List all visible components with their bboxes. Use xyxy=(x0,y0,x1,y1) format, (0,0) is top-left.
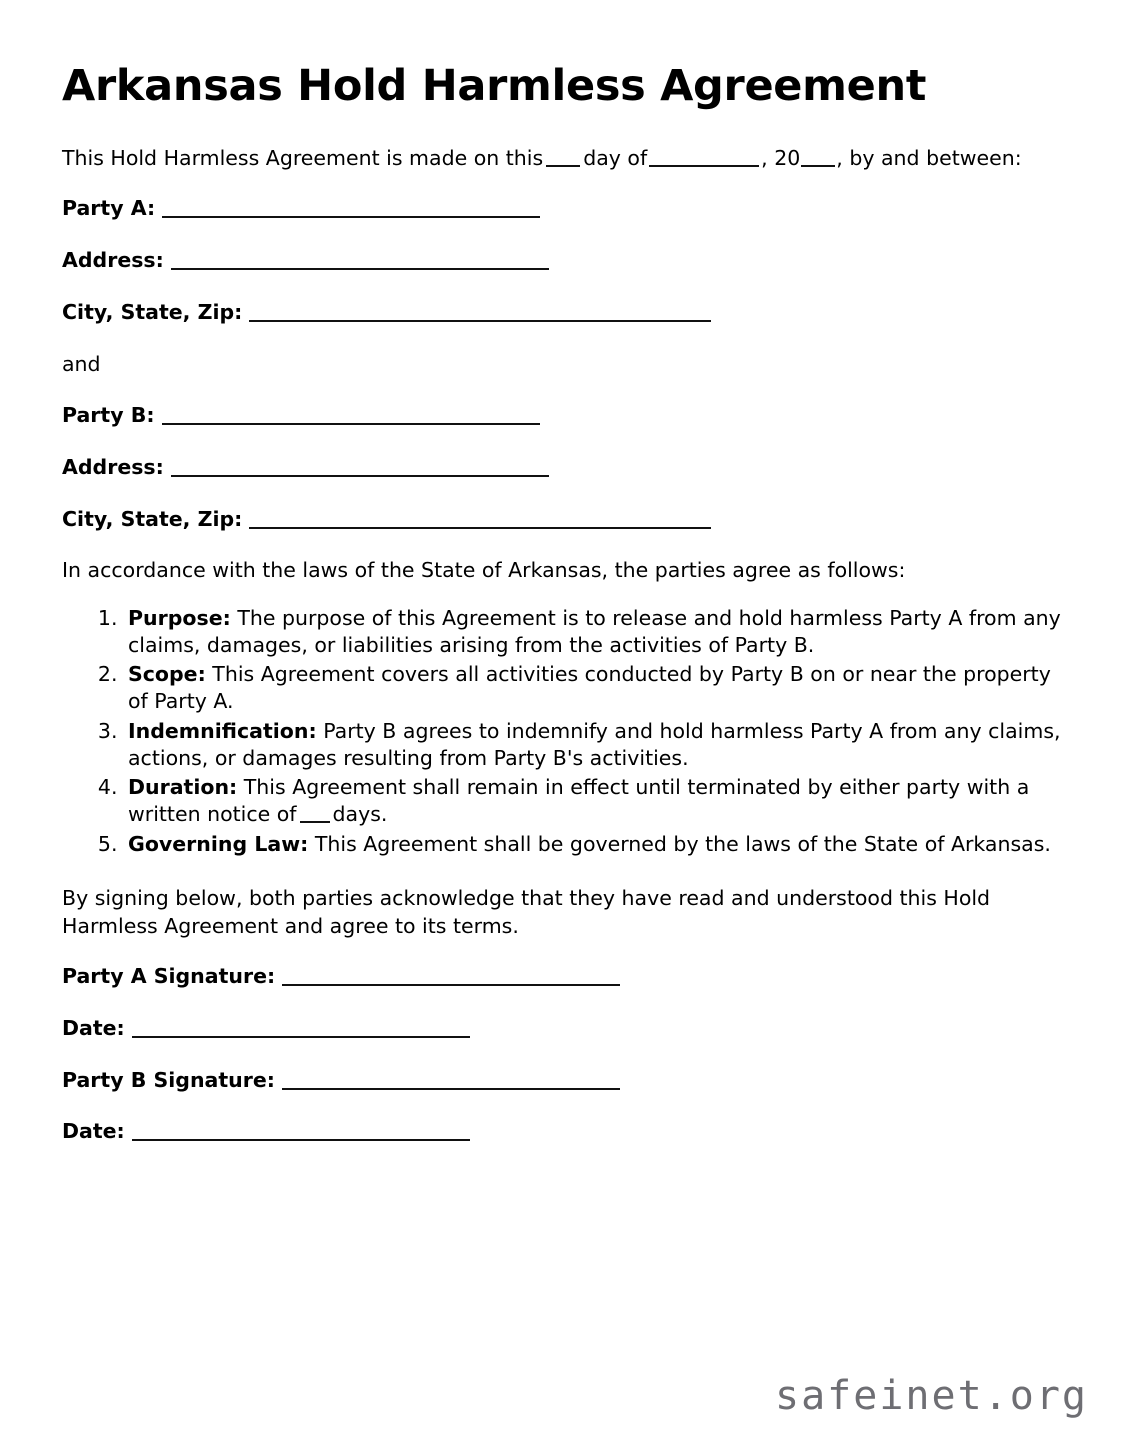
party-b-name-row xyxy=(62,401,1062,430)
party-b-signature-row xyxy=(62,1066,1062,1095)
clause-text-purpose: The purpose of this Agreement is to release and hold harmless Party A from any claims, damages, or liabilities arising from the activities of Party B. xyxy=(128,605,1061,657)
clause-text-duration-before: This Agreement shall remain in effect until terminated by either party with a written notice of xyxy=(128,775,1030,827)
party-b-address-blank xyxy=(171,460,549,477)
party-a-name-row xyxy=(62,194,1062,223)
intro-text-part1: This Hold Harmless Agreement is made on this xyxy=(62,146,544,171)
clause-heading-purpose: Purpose: xyxy=(128,605,231,630)
party-a-date-label: Date: xyxy=(62,1016,125,1041)
clause-item-purpose xyxy=(124,605,1062,660)
clause-list xyxy=(62,605,1062,858)
party-b-date-row xyxy=(62,1117,1062,1146)
party-b-signature-blank xyxy=(282,1073,620,1090)
party-b-date-blank xyxy=(132,1124,470,1141)
document-body xyxy=(62,62,1062,1169)
signature-block xyxy=(62,962,1062,1146)
party-a-city-state-zip-blank xyxy=(249,305,711,322)
party-b-city-state-zip-label: City, State, Zip: xyxy=(62,506,243,531)
clause-item-scope xyxy=(124,661,1062,716)
intro-text-part3: , 20 xyxy=(761,146,801,171)
party-b-name-blank xyxy=(162,408,540,425)
clause-heading-duration: Duration: xyxy=(128,775,238,800)
party-a-signature-blank xyxy=(282,969,620,986)
party-b-address-row xyxy=(62,453,1062,482)
page-title: Arkansas Hold Harmless Agreement xyxy=(62,61,927,111)
clause-text-scope: This Agreement covers all activities conducted by Party B on or near the property of Party A. xyxy=(128,662,1051,714)
accordance-paragraph: In accordance with the laws of the State of Arkansas, the parties agree as follows: xyxy=(62,558,906,583)
notice-days-blank xyxy=(300,808,330,823)
party-b-date-label: Date: xyxy=(62,1119,125,1144)
clause-text-governing-law: This Agreement shall be governed by the laws of the State of Arkansas. xyxy=(308,831,1051,856)
party-b-address-label: Address: xyxy=(62,454,164,479)
clause-heading-scope: Scope: xyxy=(128,662,206,687)
clause-heading-indemnification: Indemnification: xyxy=(128,718,317,743)
party-a-name-label: Party A: xyxy=(62,196,156,221)
year-blank xyxy=(801,152,835,167)
party-a-signature-label: Party A Signature: xyxy=(62,964,276,989)
clause-item-indemnification xyxy=(124,718,1062,773)
party-a-date-blank xyxy=(132,1021,470,1038)
day-blank xyxy=(546,152,580,167)
party-a-signature-row xyxy=(62,962,1062,991)
month-blank xyxy=(649,152,759,167)
party-a-city-state-zip-label: City, State, Zip: xyxy=(62,299,243,324)
party-b-city-state-zip-row xyxy=(62,505,1062,534)
clause-text-indemnification: Party B agrees to indemnify and hold harmless Party A from any claims, actions, or damages resulting from Party B's activities. xyxy=(128,718,1061,770)
acknowledgement-paragraph: By signing below, both parties acknowledge that they have read and understood this Hold Harmless Agreement and agree to its terms. xyxy=(62,885,991,939)
party-b-city-state-zip-blank xyxy=(249,512,711,529)
clause-item-governing-law xyxy=(124,831,1062,858)
site-watermark: safeinet.org xyxy=(775,1373,1088,1419)
clause-text-duration-after: days. xyxy=(332,802,388,827)
intro-text-part2: day of xyxy=(583,146,648,171)
intro-paragraph xyxy=(62,144,1062,172)
party-a-city-state-zip-row xyxy=(62,298,1062,327)
party-b-name-label: Party B: xyxy=(62,403,155,428)
party-a-date-row xyxy=(62,1014,1062,1043)
party-a-address-blank xyxy=(171,253,549,270)
intro-text-part4: , by and between: xyxy=(836,146,1022,171)
conjunction-text: and xyxy=(62,351,101,376)
party-a-name-blank xyxy=(162,201,540,218)
clause-heading-governing-law: Governing Law: xyxy=(128,831,309,856)
party-a-address-label: Address: xyxy=(62,248,164,273)
party-a-address-row xyxy=(62,246,1062,275)
clause-item-duration xyxy=(124,774,1062,829)
party-b-signature-label: Party B Signature: xyxy=(62,1067,275,1092)
